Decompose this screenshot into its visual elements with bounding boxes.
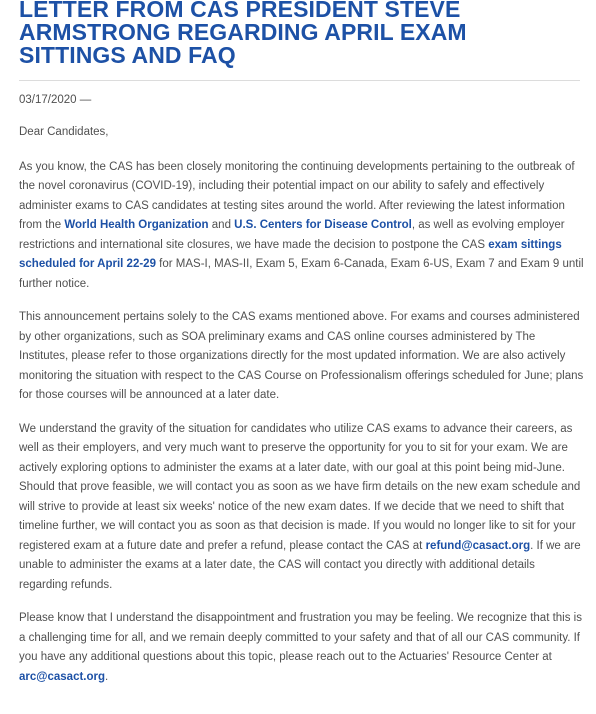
paragraph-1-text-c: , as well as evolving employer restrictions and international site closures, we have made the decision to postpone the CAS (19, 219, 565, 251)
paragraph-1 (19, 158, 584, 295)
paragraph-4-text-b: . (105, 670, 109, 683)
arc-email-link[interactable]: arc@casact.org (19, 670, 106, 683)
cdc-link[interactable]: U.S. Centers for Disease Control (234, 219, 412, 231)
article (19, 0, 584, 687)
paragraph-1-text-b: and (208, 219, 235, 231)
paragraph-1-text-d: for MAS-I, MAS-II, Exam 5, Exam 6-Canada, Exam 6-US, Exam 7 and Exam 9 until further notice. (19, 258, 584, 290)
post-date: 03/17/2020 — (19, 94, 92, 106)
paragraph-4-text-a: Please know that I understand the disappointment and frustration you may be feeling. We recognize that this is a challenging time for all, and we remain deeply committed to your safety and that of all our CAS community. If you have any additional questions about this topic, please reach out to the Actuaries' Resource Center at (19, 612, 582, 663)
paragraph-3-text-a: We understand the gravity of the situation for candidates who utilize CAS exams to advance their careers, as well as their employers, and very much want to preserve the opportunity for you to sit for your exam. We are actively exploring options to administer the exams at a later date, with our goal at this point being mid-June. Should that prove feasible, we will contact you as soon as we have firm details on the new exam schedule and will strive to provide at least six weeks' notice of the new exam dates. If we decide that we need to shift that timeline further, we will contact you as soon as that decision is made. If you would no longer like to sit for your registered exam at a future date and prefer a refund, please contact the CAS at (19, 422, 581, 552)
exam-sittings-link[interactable]: exam sittings scheduled for April 22-29 (19, 238, 562, 270)
title-line-3: SITTINGS AND FAQ (19, 42, 236, 68)
greeting: Dear Candidates, (19, 126, 109, 138)
title-line-1: LETTER FROM CAS PRESIDENT STEVE (19, 0, 461, 22)
paragraph-3-text-b: . If we are unable to administer the exams at a later date, the CAS will contact you directly with additional details regarding refunds. (19, 539, 581, 591)
paragraph-1-text-a: As you know, the CAS has been closely monitoring the continuing developments pertaining to the outbreak of the novel coronavirus (COVID-19), including their potential impact on our ability to safely and effectively administer exams to CAS candidates at testing sites around the world. After reviewing the latest information from the (19, 160, 575, 231)
page-title (19, 0, 584, 67)
paragraph-2: This announcement pertains solely to the CAS exams mentioned above. For exams and courses administered by other organizations, such as SOA preliminary exams and CAS online courses administered by The Institutes, please refer to those organizations directly for the most updated information. We are also actively monitoring the situation with respect to the CAS Course on Professionalism offerings scheduled for June; plans for those courses will be announced at a later date. (19, 311, 584, 401)
paragraph-3 (19, 420, 584, 596)
refund-email-link[interactable]: refund@casact.org (425, 539, 531, 552)
title-divider (19, 80, 580, 81)
paragraph-4 (19, 609, 584, 687)
who-link[interactable]: World Health Organization (64, 219, 209, 231)
title-line-2: ARMSTRONG REGARDING APRIL EXAM (19, 19, 467, 45)
